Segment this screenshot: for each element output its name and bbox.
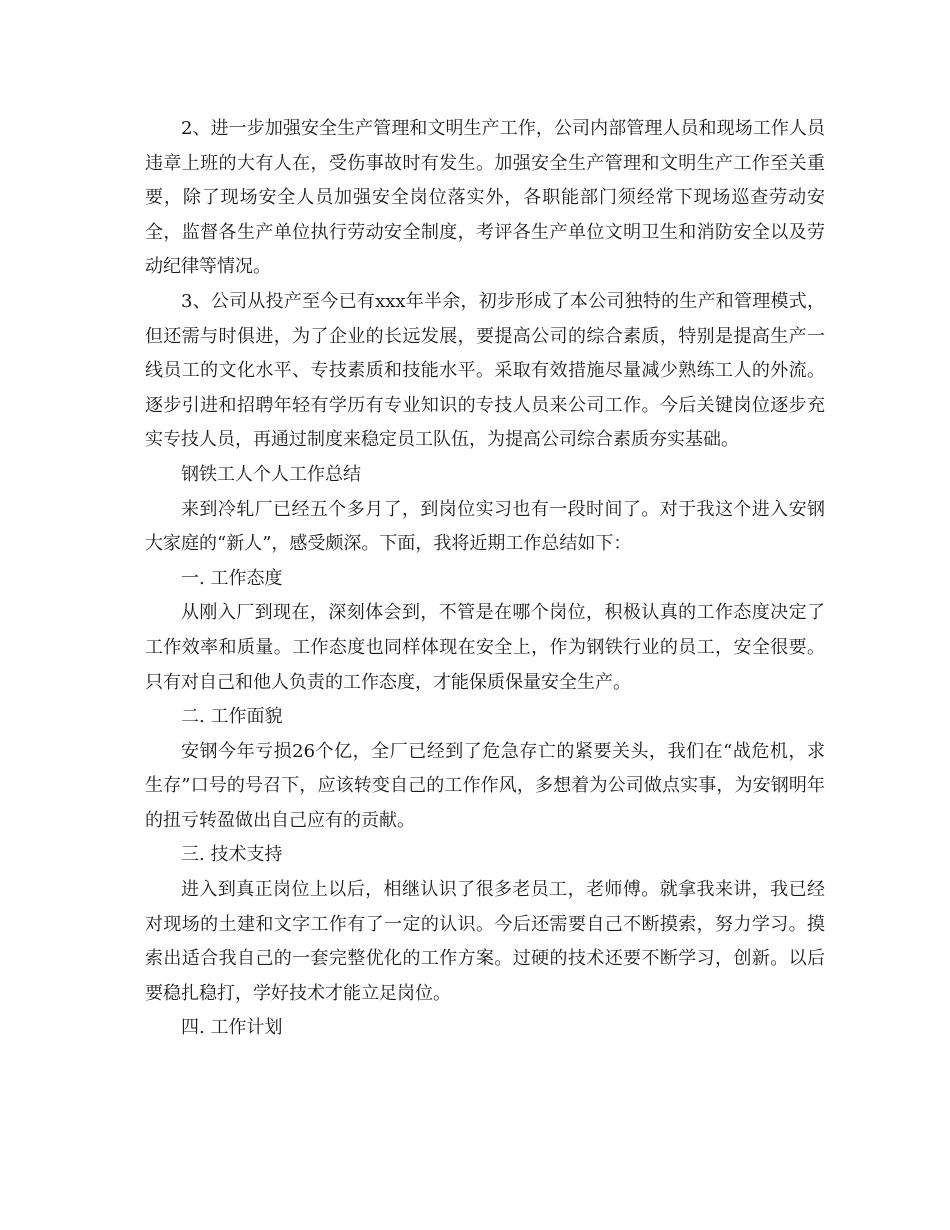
heading-technical-support: 三. 技术支持 — [181, 844, 283, 866]
heading-work-plan: 四. 工作计划 — [181, 1017, 283, 1039]
paragraph-work-appearance: 安钢今年亏损26个亿，全厂已经到了危急存亡的紧要关头，我们在“战危机，求生存”口号的号召下，应该转变自己的工作作风，多想着为公司做点实事，为安钢明年的扭亏转盈做出自己应有的贡献。 — [145, 740, 825, 831]
paragraph-work-attitude: 从刚入厂到现在，深刻体会到，不管是在哪个岗位，积极认真的工作态度决定了工作效率和质量。工作态度也同样体现在安全上，作为钢铁行业的员工，安全很要。只有对自己和他人负责的工作态度，才能保质保量安全生产。 — [145, 602, 825, 693]
heading-work-appearance: 二. 工作面貌 — [181, 706, 283, 728]
paragraph-technical-support: 进入到真正岗位上以后，相继认识了很多老员工，老师傅。就拿我来讲，我已经对现场的土建和文字工作有了一定的认识。今后还需要自己不断摸索，努力学习。摸索出适合我自己的一套完整优化的工作方案。过硬的技术还要不断学习，创新。以后要稳扎稳打，学好技术才能立足岗位。 — [145, 879, 825, 1004]
heading-work-attitude: 一. 工作态度 — [181, 567, 283, 589]
section-title: 钢铁工人个人工作总结 — [181, 463, 361, 485]
paragraph-intro: 来到冷轧厂已经五个多月了，到岗位实习也有一段时间了。对于我这个进入安钢大家庭的“新人”，感受颇深。下面，我将近期工作总结如下： — [145, 498, 825, 555]
paragraph-company-development: 3、公司从投产至今已有xxx年半余，初步形成了本公司独特的生产和管理模式，但还需与时俱进，为了企业的长远发展，要提高公司的综合素质，特别是提高生产一线员工的文化水平、专技素质和技能水平。采取有效措施尽量减少熟练工人的外流。逐步引进和招聘年轻有学历有专业知识的专技人员来公司工作。今后关键岗位逐步充实专技人员，再通过制度来稳定员工队伍，为提高公司综合素质夯实基础。 — [145, 290, 825, 451]
paragraph-safety-management: 2、进一步加强安全生产管理和文明生产工作，公司内部管理人员和现场工作人员违章上班的大有人在，受伤事故时有发生。加强安全生产管理和文明生产工作至关重要，除了现场安全人员加强安全岗位落实外，各职能部门须经常下现场巡查劳动安全，监督各生产单位执行劳动安全制度，考评各生产单位文明卫生和消防安全以及劳动纪律等情况。 — [145, 118, 825, 278]
document-page — [145, 112, 825, 1046]
